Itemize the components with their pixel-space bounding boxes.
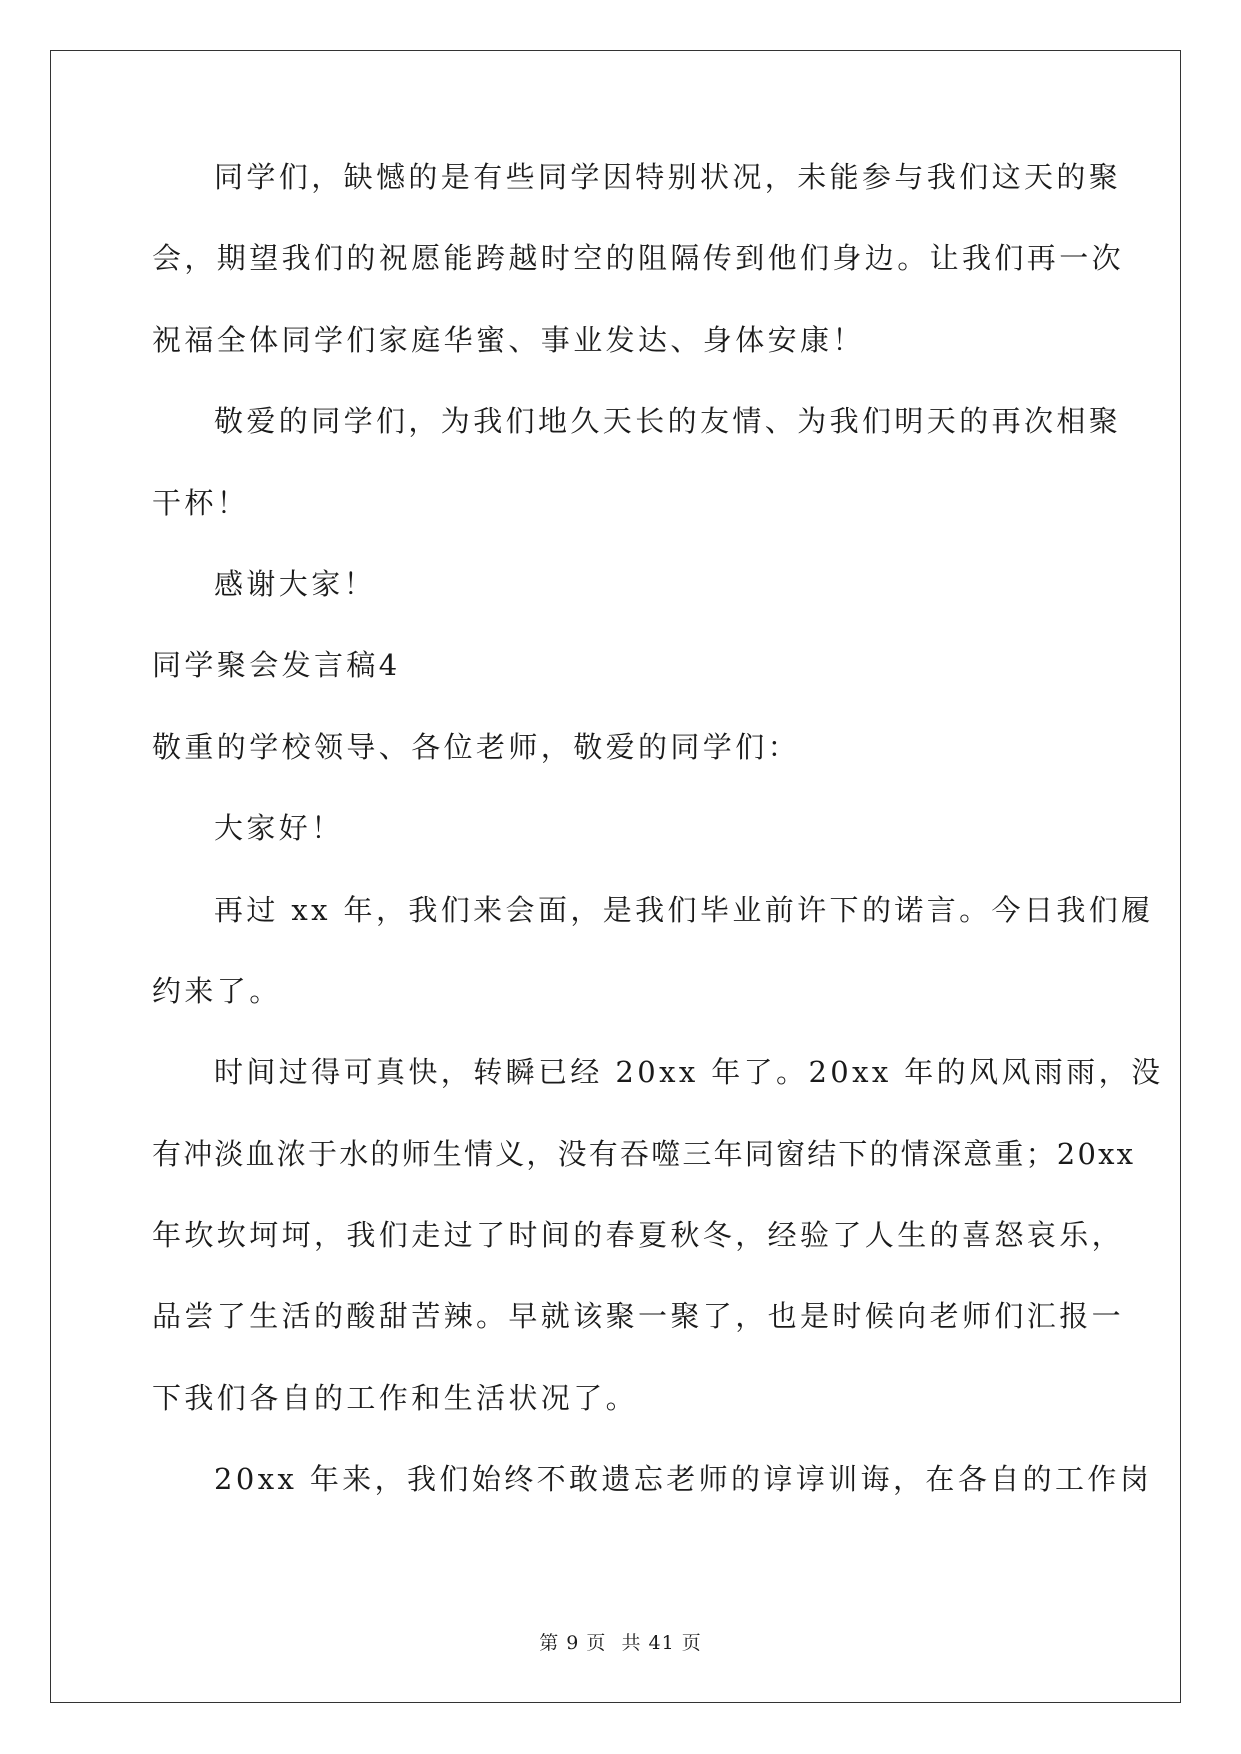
paragraph-line: 时间过得可真快，转瞬已经 20xx 年了。20xx 年的风风雨雨，没 (214, 1055, 1164, 1090)
paragraph-line: 有冲淡血浓于水的师生情义，没有吞噬三年同窗结下的情深意重；20xx (152, 1136, 1136, 1171)
paragraph-line: 下我们各自的工作和生活状况了。 (152, 1380, 639, 1415)
greeting: 大家好！ (214, 811, 344, 846)
section-heading: 同学聚会发言稿4 (152, 648, 401, 683)
paragraph-line: 感谢大家！ (214, 566, 377, 601)
paragraph-line: 年坎坎坷坷，我们走过了时间的春夏秋冬，经验了人生的喜怒哀乐， (152, 1218, 1125, 1253)
paragraph-line: 干杯！ (152, 485, 250, 520)
paragraph-line: 祝福全体同学们家庭华蜜、事业发达、身体安康！ (152, 322, 865, 357)
paragraph-line: 再过 xx 年，我们来会面，是我们毕业前许下的诺言。今日我们履 (214, 892, 1154, 927)
salutation: 敬重的学校领导、各位老师，敬爱的同学们： (152, 729, 801, 764)
paragraph-line: 会，期望我们的祝愿能跨越时空的阻隔传到他们身边。让我们再一次 (152, 241, 1125, 276)
paragraph-line: 20xx 年来，我们始终不敢遗忘老师的谆谆训诲，在各自的工作岗 (214, 1462, 1153, 1497)
page-total: 共 41 页 (621, 1632, 702, 1654)
page-footer (0, 1628, 1241, 1655)
paragraph-line: 敬爱的同学们，为我们地久天长的友情、为我们明天的再次相聚 (214, 404, 1122, 439)
document-body (152, 155, 1164, 1539)
paragraph-line: 品尝了生活的酸甜苦辣。早就该聚一聚了，也是时候向老师们汇报一 (152, 1299, 1125, 1334)
paragraph-line: 约来了。 (152, 973, 282, 1008)
page-number: 第 9 页 (539, 1632, 607, 1654)
paragraph-line: 同学们，缺憾的是有些同学因特别状况，未能参与我们这天的聚 (214, 160, 1122, 194)
